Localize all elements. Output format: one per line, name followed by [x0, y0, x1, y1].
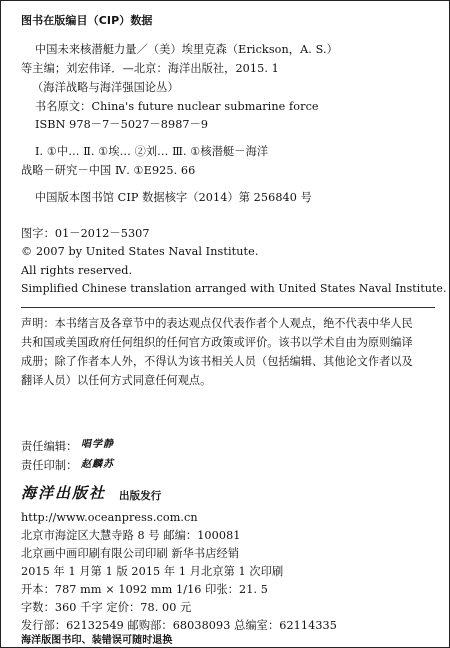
cip-classification-line: Ⅰ. ①中… Ⅱ. ①埃… ②刘… Ⅲ. ①核潜艇－海洋: [35, 145, 269, 158]
cip-data-number: 中国版本图书馆 CIP 数据核字（2014）第 256840 号: [35, 191, 312, 204]
phone-info: 发行部：62132549 邮购部：68038093 总编室：62114335: [21, 619, 337, 632]
contract-number: 图字：01－2012－5307: [21, 227, 150, 240]
printing-signature: 赵麟苏: [81, 459, 114, 470]
rights-reserved: All rights reserved.: [21, 264, 133, 277]
editor-label: 责任编辑：: [21, 440, 78, 453]
format-info: 开本：787 mm × 1092 mm 1/16 印张：21. 5: [21, 583, 268, 596]
cip-isbn-line: ISBN 978－7－5027－8987－9: [35, 118, 209, 131]
publisher-tagline: 出版发行: [119, 490, 162, 502]
price-info: 字数：360 千字 定价：78. 00 元: [21, 601, 192, 614]
statement-line: 成册；除了作者本人外，不得认为该书相关人员（包括编辑、其他论文作者以及: [21, 355, 413, 368]
edition-info: 2015 年 1 月第 1 版 2015 年 1 月北京第 1 次印刷: [21, 565, 284, 578]
cip-editors-line: 等主编；刘宏伟译．—北京：海洋出版社，2015. 1: [21, 62, 279, 75]
printing-label: 责任印制：: [21, 459, 78, 472]
editor-signature: 唱学静: [81, 439, 114, 450]
cip-header: 图书在版编目（CIP）数据: [21, 14, 153, 27]
cip-classification-line-2: 战略－研究－中国 Ⅳ. ①E925. 66: [21, 164, 196, 177]
publisher-logo: 海洋出版社: [21, 484, 107, 502]
translation-note: Simplified Chinese translation arranged with United States Naval Institute.: [21, 282, 447, 295]
publisher-website: http://www.oceanpress.com.cn: [21, 511, 198, 524]
copyright-owner: © 2007 by United States Naval Institute.: [21, 245, 259, 258]
printer-info: 北京画中画印刷有限公司印刷 新华书店经销: [21, 547, 240, 560]
return-notice: 海洋版图书印、装错误可随时退换: [21, 635, 173, 646]
statement-line: 翻译人员）以任何方式同意任何观点。: [21, 374, 212, 387]
statement-line: 共和国或美国政府任何组织的任何官方政策或评价。该书以学术自由为原则编译: [21, 336, 413, 349]
section-divider: [21, 307, 435, 308]
cip-original-title-line: 书名原文：China's future nuclear submarine force: [35, 100, 319, 113]
cip-title-line: 中国未来核潜艇力量／（美）埃里克森（Erickson，A. S.）: [35, 43, 338, 56]
publisher-address: 北京市海淀区大慧寺路 8 号 邮编：100081: [21, 529, 241, 542]
statement-line: 声明：本书绪言及各章节中的表达观点仅代表作者个人观点，绝不代表中华人民: [21, 317, 413, 330]
cip-series-line: （海洋战略与海洋强国论丛）: [32, 81, 179, 94]
